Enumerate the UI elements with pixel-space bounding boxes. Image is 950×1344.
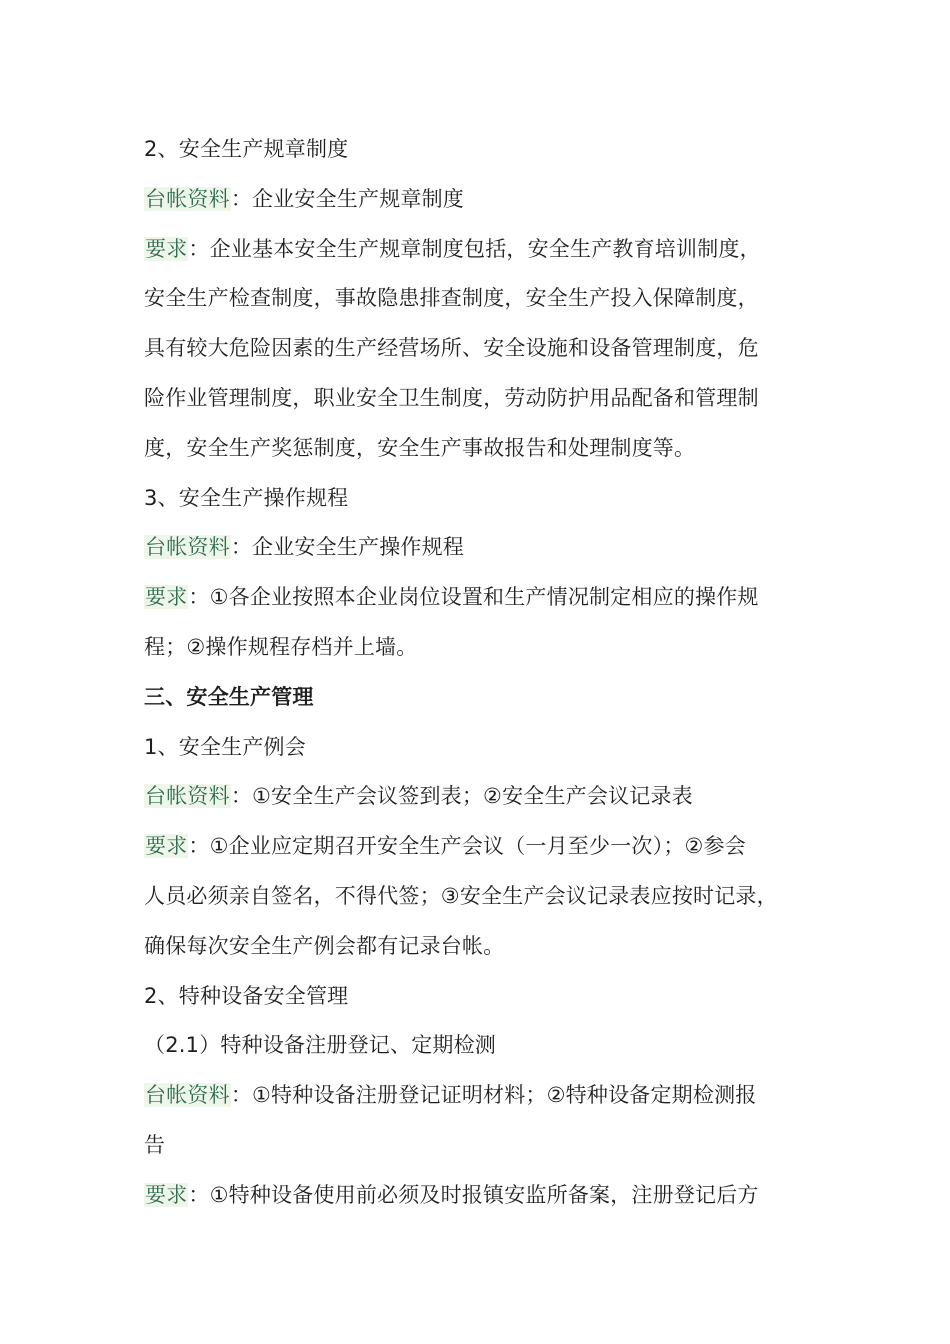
text-line [144,623,816,673]
field-label: 台帐资料 [145,535,230,560]
line-text: （2.1）特种设备注册登记、定期检测 [144,1033,496,1058]
text-line [144,1121,816,1171]
line-text: 确保每次安全生产例会都有记录台帐。 [144,933,505,958]
text-line [144,723,816,773]
text-line [144,573,816,623]
field-label: 台帐资料 [145,186,230,211]
text-line [144,274,816,324]
text-line [144,125,816,175]
text-line [144,922,816,972]
line-text: 2、安全生产规章制度 [144,137,349,161]
text-line [144,523,816,573]
line-text: 度，安全生产奖惩制度，安全生产事故报告和处理制度等。 [144,435,696,460]
line-text: ：企业安全生产规章制度 [230,186,465,211]
text-line [144,1071,816,1121]
document-page [144,125,816,1221]
field-label: 要求 [145,834,188,859]
line-text: 险作业管理制度，职业安全卫生制度，劳动防护用品配备和管理制 [144,385,759,410]
text-line [144,872,816,922]
text-line [144,225,816,275]
text-line [144,374,816,424]
field-label: 台帐资料 [145,1083,230,1108]
text-line [144,822,816,872]
line-text: 3、安全生产操作规程 [144,485,349,510]
line-text: 1、安全生产例会 [144,734,306,759]
line-text: ：①企业应定期召开安全生产会议（一月至少一次）；②参会 [188,834,746,859]
field-label: 要求 [145,236,188,261]
line-text: 具有较大危险因素的生产经营场所、安全设施和设备管理制度，危 [144,336,759,361]
line-text: 三、安全生产管理 [144,684,314,709]
line-text: ：①特种设备使用前必须及时报镇安监所备案，注册登记后方 [188,1182,759,1207]
field-label: 要求 [145,1182,188,1207]
line-text: 人员必须亲自签名，不得代签；③安全生产会议记录表应按时记录， [144,883,778,908]
text-line [144,474,816,524]
text-line [144,175,816,225]
field-label: 台帐资料 [145,784,230,809]
text-line [144,772,816,822]
text-line [144,324,816,374]
text-line [144,972,816,1022]
line-text: 程；②操作规程存档并上墙。 [144,634,418,659]
line-text: 安全生产检查制度，事故隐患排查制度，安全生产投入保障制度， [144,286,759,311]
line-text: ：①各企业按照本企业岗位设置和生产情况制定相应的操作规 [188,585,759,610]
line-text: 告 [144,1132,166,1157]
field-label: 要求 [145,585,188,610]
text-line [144,1171,816,1221]
line-text: 2、特种设备安全管理 [144,983,349,1008]
line-text: ：①特种设备注册登记证明材料；②特种设备定期检测报 [230,1083,757,1108]
text-line [144,424,816,474]
line-text: ：企业安全生产操作规程 [230,535,465,560]
text-line [144,1021,816,1071]
line-text: ：①安全生产会议签到表；②安全生产会议记录表 [230,784,693,809]
section-heading [144,673,816,723]
line-text: ：企业基本安全生产规章制度包括，安全生产教育培训制度， [188,236,761,261]
